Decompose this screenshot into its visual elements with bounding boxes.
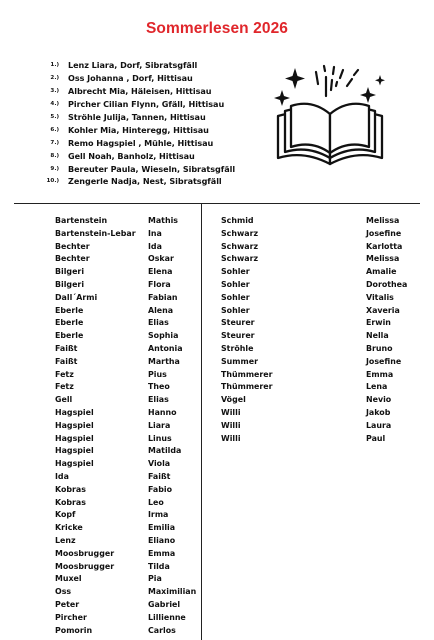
- surname: Bartenstein: [55, 216, 108, 225]
- surname: Fetz: [55, 382, 74, 392]
- surname: Ströhle: [221, 343, 254, 353]
- first-name: Fabian: [148, 292, 178, 302]
- page-title: Sommerlesen 2026: [145, 20, 289, 37]
- first-name: Melissa: [366, 216, 400, 225]
- surname: Steurer: [221, 331, 255, 341]
- surname: Sohler: [221, 279, 250, 289]
- first-name: Faißt: [148, 471, 171, 481]
- winner-item: [42, 149, 235, 162]
- surname: Hagspiel: [55, 446, 94, 456]
- surname: Moosbrugger: [55, 561, 115, 571]
- surname: Steurer: [221, 318, 255, 328]
- surname: Schmid: [221, 216, 254, 225]
- right-firstnames-column: [366, 215, 407, 445]
- winner-text: Albrecht Mia, Häleisen, Hittisau: [68, 86, 212, 97]
- first-name: Nevio: [366, 395, 392, 405]
- surname: Bilgeri: [55, 279, 85, 289]
- surname: Bechter: [55, 241, 90, 251]
- first-name: Xaveria: [366, 305, 400, 315]
- first-name: Oskar: [148, 254, 174, 264]
- left-surnames-column: [55, 215, 136, 637]
- first-name: Elias: [148, 395, 169, 405]
- winner-rank: 9.): [50, 165, 59, 172]
- first-name: Alena: [148, 305, 174, 315]
- surname: Willi: [221, 433, 241, 443]
- first-name: Vitalis: [366, 292, 394, 302]
- first-name: Flora: [148, 279, 171, 289]
- winner-rank: 6.): [50, 126, 59, 133]
- winner-item: [42, 59, 235, 72]
- first-name: Maximilian: [148, 587, 197, 597]
- winner-item: [42, 98, 235, 111]
- first-name: Pia: [148, 574, 162, 584]
- surname: Faißt: [55, 356, 78, 366]
- surname: Muxel: [55, 574, 82, 584]
- vertical-divider: [201, 203, 202, 640]
- first-name: Irma: [148, 510, 169, 520]
- surname: Summer: [221, 356, 258, 366]
- first-name: Bruno: [366, 343, 393, 353]
- first-name: Lillienne: [148, 612, 186, 622]
- surname: Thümmerer: [221, 382, 273, 392]
- surname: Bartenstein-Lebar: [55, 228, 136, 238]
- winner-text: Bereuter Paula, Wieseln, Sibratsgfäll: [68, 163, 236, 174]
- winner-rank: 2.): [50, 75, 59, 82]
- surname: Kobras: [55, 484, 86, 494]
- winner-rank: 10.): [46, 178, 59, 185]
- surname: Eberle: [55, 318, 84, 328]
- right-surnames-column: [221, 215, 273, 445]
- first-name: Dorothea: [366, 279, 408, 289]
- surname: Faißt: [55, 343, 78, 353]
- first-name: Viola: [148, 459, 171, 469]
- surname: Kobras: [55, 497, 86, 507]
- surname: Eberle: [55, 305, 84, 315]
- surname: Bechter: [55, 254, 90, 264]
- winner-item: [42, 111, 235, 124]
- winner-rank: 8.): [50, 152, 59, 159]
- winner-text: Oss Johanna , Dorf, Hittisau: [68, 73, 193, 84]
- first-name: Ida: [148, 241, 162, 251]
- winner-item: [42, 123, 235, 136]
- first-name: Tilda: [148, 561, 170, 571]
- surname: Schwarz: [221, 241, 259, 251]
- winner-item: [42, 85, 235, 98]
- winner-rank: 4.): [50, 101, 59, 108]
- winner-rank: 3.): [50, 88, 59, 95]
- winners-list: [42, 59, 235, 188]
- first-name: Elena: [148, 267, 173, 277]
- surname: Eberle: [55, 331, 84, 341]
- first-name: Emma: [366, 369, 394, 379]
- winner-item: [42, 136, 235, 149]
- surname: Ida: [55, 471, 69, 481]
- surname: Thümmerer: [221, 369, 273, 379]
- winner-rank: 7.): [50, 139, 59, 146]
- winner-text: Ströhle Julija, Tannen, Hittisau: [68, 112, 206, 122]
- open-book-with-sparkles-icon: [270, 62, 390, 172]
- surname: Vögel: [221, 395, 246, 405]
- surname: Willi: [221, 407, 241, 417]
- surname: Schwarz: [221, 254, 259, 264]
- first-name: Amalie: [366, 267, 397, 277]
- winner-item: [42, 162, 235, 175]
- first-name: Martha: [148, 356, 180, 366]
- first-name: Erwin: [366, 318, 391, 328]
- surname: Peter: [55, 599, 80, 609]
- first-name: Emma: [148, 548, 176, 558]
- first-name: Melissa: [366, 254, 400, 264]
- winner-text: Gell Noah, Banholz, Hittisau: [68, 150, 195, 161]
- surname: Sohler: [221, 267, 250, 277]
- surname: Hagspiel: [55, 420, 94, 430]
- surname: Hagspiel: [55, 459, 94, 469]
- surname: Oss: [55, 587, 72, 597]
- surname: Gell: [55, 395, 73, 405]
- first-name: Mathis: [148, 216, 178, 225]
- first-name: Leo: [148, 497, 164, 507]
- winner-rank: 1.): [50, 62, 59, 69]
- horizontal-divider: [14, 203, 420, 204]
- winner-text: Pircher Cilian Flynn, Gfäll, Hittisau: [68, 99, 225, 110]
- left-firstnames-column: [148, 215, 196, 637]
- first-name: Eliano: [148, 535, 176, 545]
- first-name: Carlos: [148, 625, 176, 635]
- winner-item: [42, 72, 235, 85]
- surname: Moosbrugger: [55, 548, 115, 558]
- first-name: Lena: [366, 382, 388, 392]
- first-name: Theo: [148, 382, 170, 392]
- first-name: Elias: [148, 318, 169, 328]
- first-name: Paul: [366, 433, 386, 443]
- surname: Kopf: [55, 510, 76, 520]
- first-name: Fabio: [148, 484, 173, 494]
- first-name: Josefine: [366, 228, 402, 238]
- surname: Schwarz: [221, 228, 259, 238]
- first-name: Josefine: [366, 356, 402, 366]
- first-name: Ina: [148, 228, 162, 238]
- winner-text: Lenz Liara, Dorf, Sibratsgfäll: [68, 60, 198, 71]
- surname: Hagspiel: [55, 433, 94, 443]
- first-name: Pius: [148, 369, 167, 379]
- first-name: Gabriel: [148, 599, 181, 609]
- first-name: Sophia: [148, 331, 179, 341]
- first-name: Linus: [148, 433, 172, 443]
- surname: Sohler: [221, 292, 250, 302]
- first-name: Hanno: [148, 407, 177, 417]
- surname: Dall´Armi: [55, 292, 98, 302]
- first-name: Matilda: [148, 446, 182, 456]
- first-name: Nella: [366, 331, 389, 341]
- first-name: Liara: [148, 420, 171, 430]
- winner-item: [42, 175, 235, 188]
- surname: Lenz: [55, 535, 76, 545]
- surname: Pircher: [55, 612, 87, 622]
- surname: Pomorin: [55, 625, 93, 635]
- surname: Kricke: [55, 523, 83, 533]
- winner-text: Kohler Mia, Hinteregg, Hittisau: [68, 124, 209, 135]
- surname: Fetz: [55, 369, 74, 379]
- first-name: Emilia: [148, 523, 176, 533]
- winner-text: Remo Hagspiel , Mühle, Hittisau: [68, 137, 214, 148]
- surname: Bilgeri: [55, 267, 85, 277]
- first-name: Karlotta: [366, 241, 403, 251]
- winner-text: Zengerle Nadja, Nest, Sibratsgfäll: [68, 176, 222, 187]
- first-name: Antonia: [148, 343, 183, 353]
- surname: Hagspiel: [55, 407, 94, 417]
- surname: Willi: [221, 420, 241, 430]
- first-name: Jakob: [366, 407, 391, 417]
- surname: Sohler: [221, 305, 250, 315]
- winner-rank: 5.): [50, 114, 59, 120]
- first-name: Laura: [366, 420, 392, 430]
